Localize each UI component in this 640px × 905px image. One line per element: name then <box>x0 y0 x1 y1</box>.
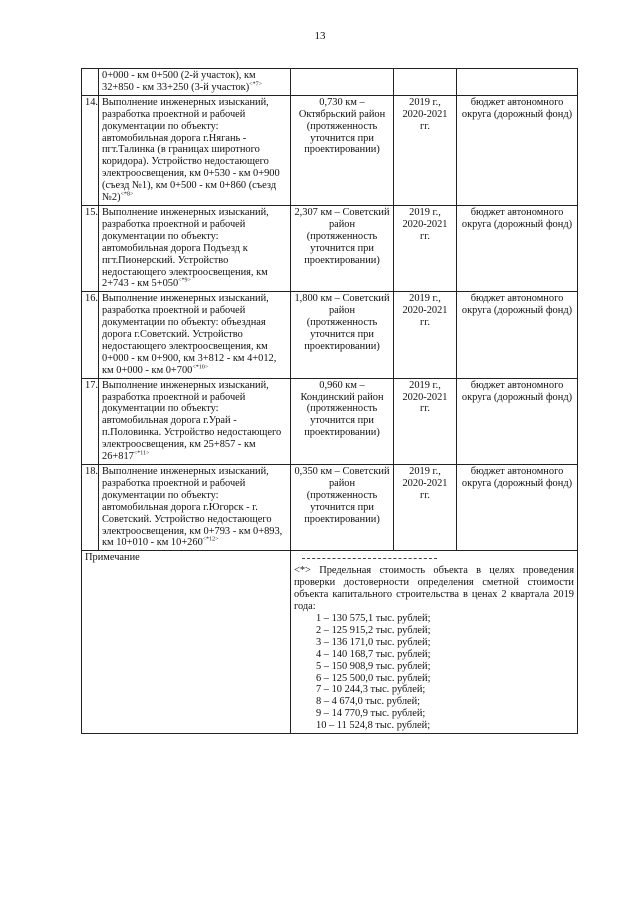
footnote-marker: <*7> <box>249 81 262 88</box>
cost-item: 7 – 10 244,3 тыс. рублей; <box>316 684 426 696</box>
cost-item: 1 – 130 575,1 тыс. рублей; <box>316 612 431 624</box>
funding-source-cell-text: бюджет автономного округа (дорожный фонд) <box>461 293 573 317</box>
cost-item: 2 – 125 915,2 тыс. рублей; <box>316 624 431 636</box>
table-row <box>82 69 578 96</box>
cost-item: 8 – 4 674,0 тыс. рублей; <box>316 696 421 708</box>
length-cell <box>291 69 394 96</box>
row-number <box>82 95 99 205</box>
cost-item: 4 – 140 168,7 тыс. рублей; <box>316 648 431 660</box>
footnote-marker: <*9> <box>178 277 191 284</box>
funding-source-cell-text: бюджет автономного округа (дорожный фонд) <box>461 466 573 489</box>
table-row <box>82 292 578 378</box>
funding-source-cell-text: бюджет автономного округа (дорожный фонд) <box>461 206 573 230</box>
work-description-text: Выполнение инженерных изысканий, разработка проектной и рабочей документации по объекту: автомобильная дорога Подъезд к пгт.Пионерский. Устройство недостающего электроосвещения, км 2+743 - км 5+050 <box>102 206 269 290</box>
work-description-text: Выполнение инженерных изысканий, разработка проектной и рабочей документации по объекту: объездная дорога г.Советский. Устройство недостающего электроосвещения, км 0+000 - км 0+900, км 3+812 - км 4+012, км 0+000 - км 0+700 <box>102 293 277 376</box>
table-body <box>82 69 578 551</box>
note-label: Примечание <box>82 551 291 734</box>
row-number-text: 15. <box>85 206 98 218</box>
note-row <box>82 551 578 734</box>
funding-source-cell <box>457 69 578 96</box>
row-number-text: 16. <box>85 293 98 305</box>
period-cell <box>394 205 457 291</box>
period-cell-text: 2019 г., 2020-2021 гг. <box>402 96 448 132</box>
footnote-divider <box>302 558 437 559</box>
period-cell <box>394 292 457 378</box>
work-description-text: Выполнение инженерных изысканий, разработка проектной и рабочей документации по объекту: автомобильная дорога г.Югорск - г. Советский. Устройство недостающего электроосвещения, км 0+793 - км 0+893, км 10+010 - км 10+260 <box>102 466 283 549</box>
length-cell-text: 0,730 км – Октябрьский район (протяженность уточнится при проектировании) <box>298 96 386 156</box>
period-cell <box>394 95 457 205</box>
row-number-text: 18. <box>85 466 98 477</box>
cost-item: 9 – 14 770,9 тыс. рублей; <box>316 708 426 720</box>
period-cell-text: 2019 г., 2020-2021 гг. <box>402 466 448 501</box>
funding-source-cell <box>457 378 578 464</box>
footnote-marker: <*10> <box>192 364 209 371</box>
work-description <box>99 69 291 96</box>
length-cell <box>291 292 394 378</box>
period-cell-text: 2019 г., 2020-2021 гг. <box>402 379 448 415</box>
funding-source-cell-text: бюджет автономного округа (дорожный фонд) <box>461 96 573 120</box>
length-cell-text: 2,307 км – Советский район (протяженность уточнится при проектировании) <box>294 206 390 266</box>
funding-source-cell <box>457 205 578 291</box>
footnote-marker: <*8> <box>120 191 134 198</box>
table-row <box>82 378 578 464</box>
work-description-text: Выполнение инженерных изысканий, разработка проектной и рабочей документации по объекту: автомобильная дорога г.Нягань - пгт.Талинка (в границах широтного коридора). Устройство недостающего электроосвещения, км 0+530 - км 0+900 (съезд №1), км 0+500 - км 0+860 (съезд №2) <box>102 96 280 204</box>
row-number <box>82 205 99 291</box>
row-number <box>82 69 99 96</box>
period-cell <box>394 465 457 551</box>
funding-source-cell <box>457 465 578 551</box>
work-description <box>99 292 291 378</box>
note-cell <box>291 551 578 734</box>
table-row <box>82 205 578 291</box>
length-cell <box>291 378 394 464</box>
period-cell-text: 2019 г., 2020-2021 гг. <box>402 293 448 329</box>
row-number <box>82 465 99 551</box>
row-number <box>82 292 99 378</box>
row-number <box>82 378 99 464</box>
row-number-text: 14. <box>85 96 98 108</box>
work-description <box>99 95 291 205</box>
funding-source-cell <box>457 95 578 205</box>
page-number: 13 <box>314 30 326 42</box>
cost-item: 3 – 136 171,0 тыс. рублей; <box>316 636 431 648</box>
funding-source-cell <box>457 292 578 378</box>
work-description <box>99 205 291 291</box>
period-cell-text: 2019 г., 2020-2021 гг. <box>402 206 448 242</box>
note-text: <*> Предельная стоимость объекта в целях проведения проверки достоверности определения сметной стоимости объекта капитального строительства в ценах 2 квартала 2019 года: <box>294 565 574 613</box>
length-cell <box>291 95 394 205</box>
cost-item: 5 – 150 908,9 тыс. рублей; <box>316 660 431 672</box>
work-description <box>99 378 291 464</box>
length-cell <box>291 205 394 291</box>
row-number-text: 17. <box>85 379 98 391</box>
period-cell <box>394 378 457 464</box>
period-cell <box>394 69 457 96</box>
cost-item: 10 – 11 524,8 тыс. рублей; <box>316 720 431 732</box>
footnote-marker: <*12> <box>202 536 219 543</box>
work-description-text: Выполнение инженерных изысканий, разработка проектной и рабочей документации по объекту: автомобильная дорога г.Урай - п.Половинка. Устройство недостающего электроосвещения, км 25+857 - км 26+817 <box>102 379 282 463</box>
cost-list <box>294 613 574 732</box>
table-row <box>82 465 578 551</box>
objects-table <box>81 68 578 734</box>
length-cell-text: 1,800 км – Советский район (протяженность уточнится при проектировании) <box>294 293 390 352</box>
table-row <box>82 95 578 205</box>
footnote-marker: <*11> <box>133 450 150 457</box>
work-description <box>99 465 291 551</box>
funding-source-cell-text: бюджет автономного округа (дорожный фонд) <box>461 379 573 403</box>
length-cell-text: 0,960 км – Кондинский район (протяженность уточнится при проектировании) <box>300 379 384 439</box>
length-cell-text: 0,350 км – Советский район (протяженность уточнится при проектировании) <box>294 466 390 525</box>
work-description-text: 0+000 - км 0+500 (2-й участок), км 32+850 - км 33+250 (3-й участок) <box>102 70 256 93</box>
cost-item: 6 – 125 500,0 тыс. рублей; <box>316 672 431 684</box>
length-cell <box>291 465 394 551</box>
